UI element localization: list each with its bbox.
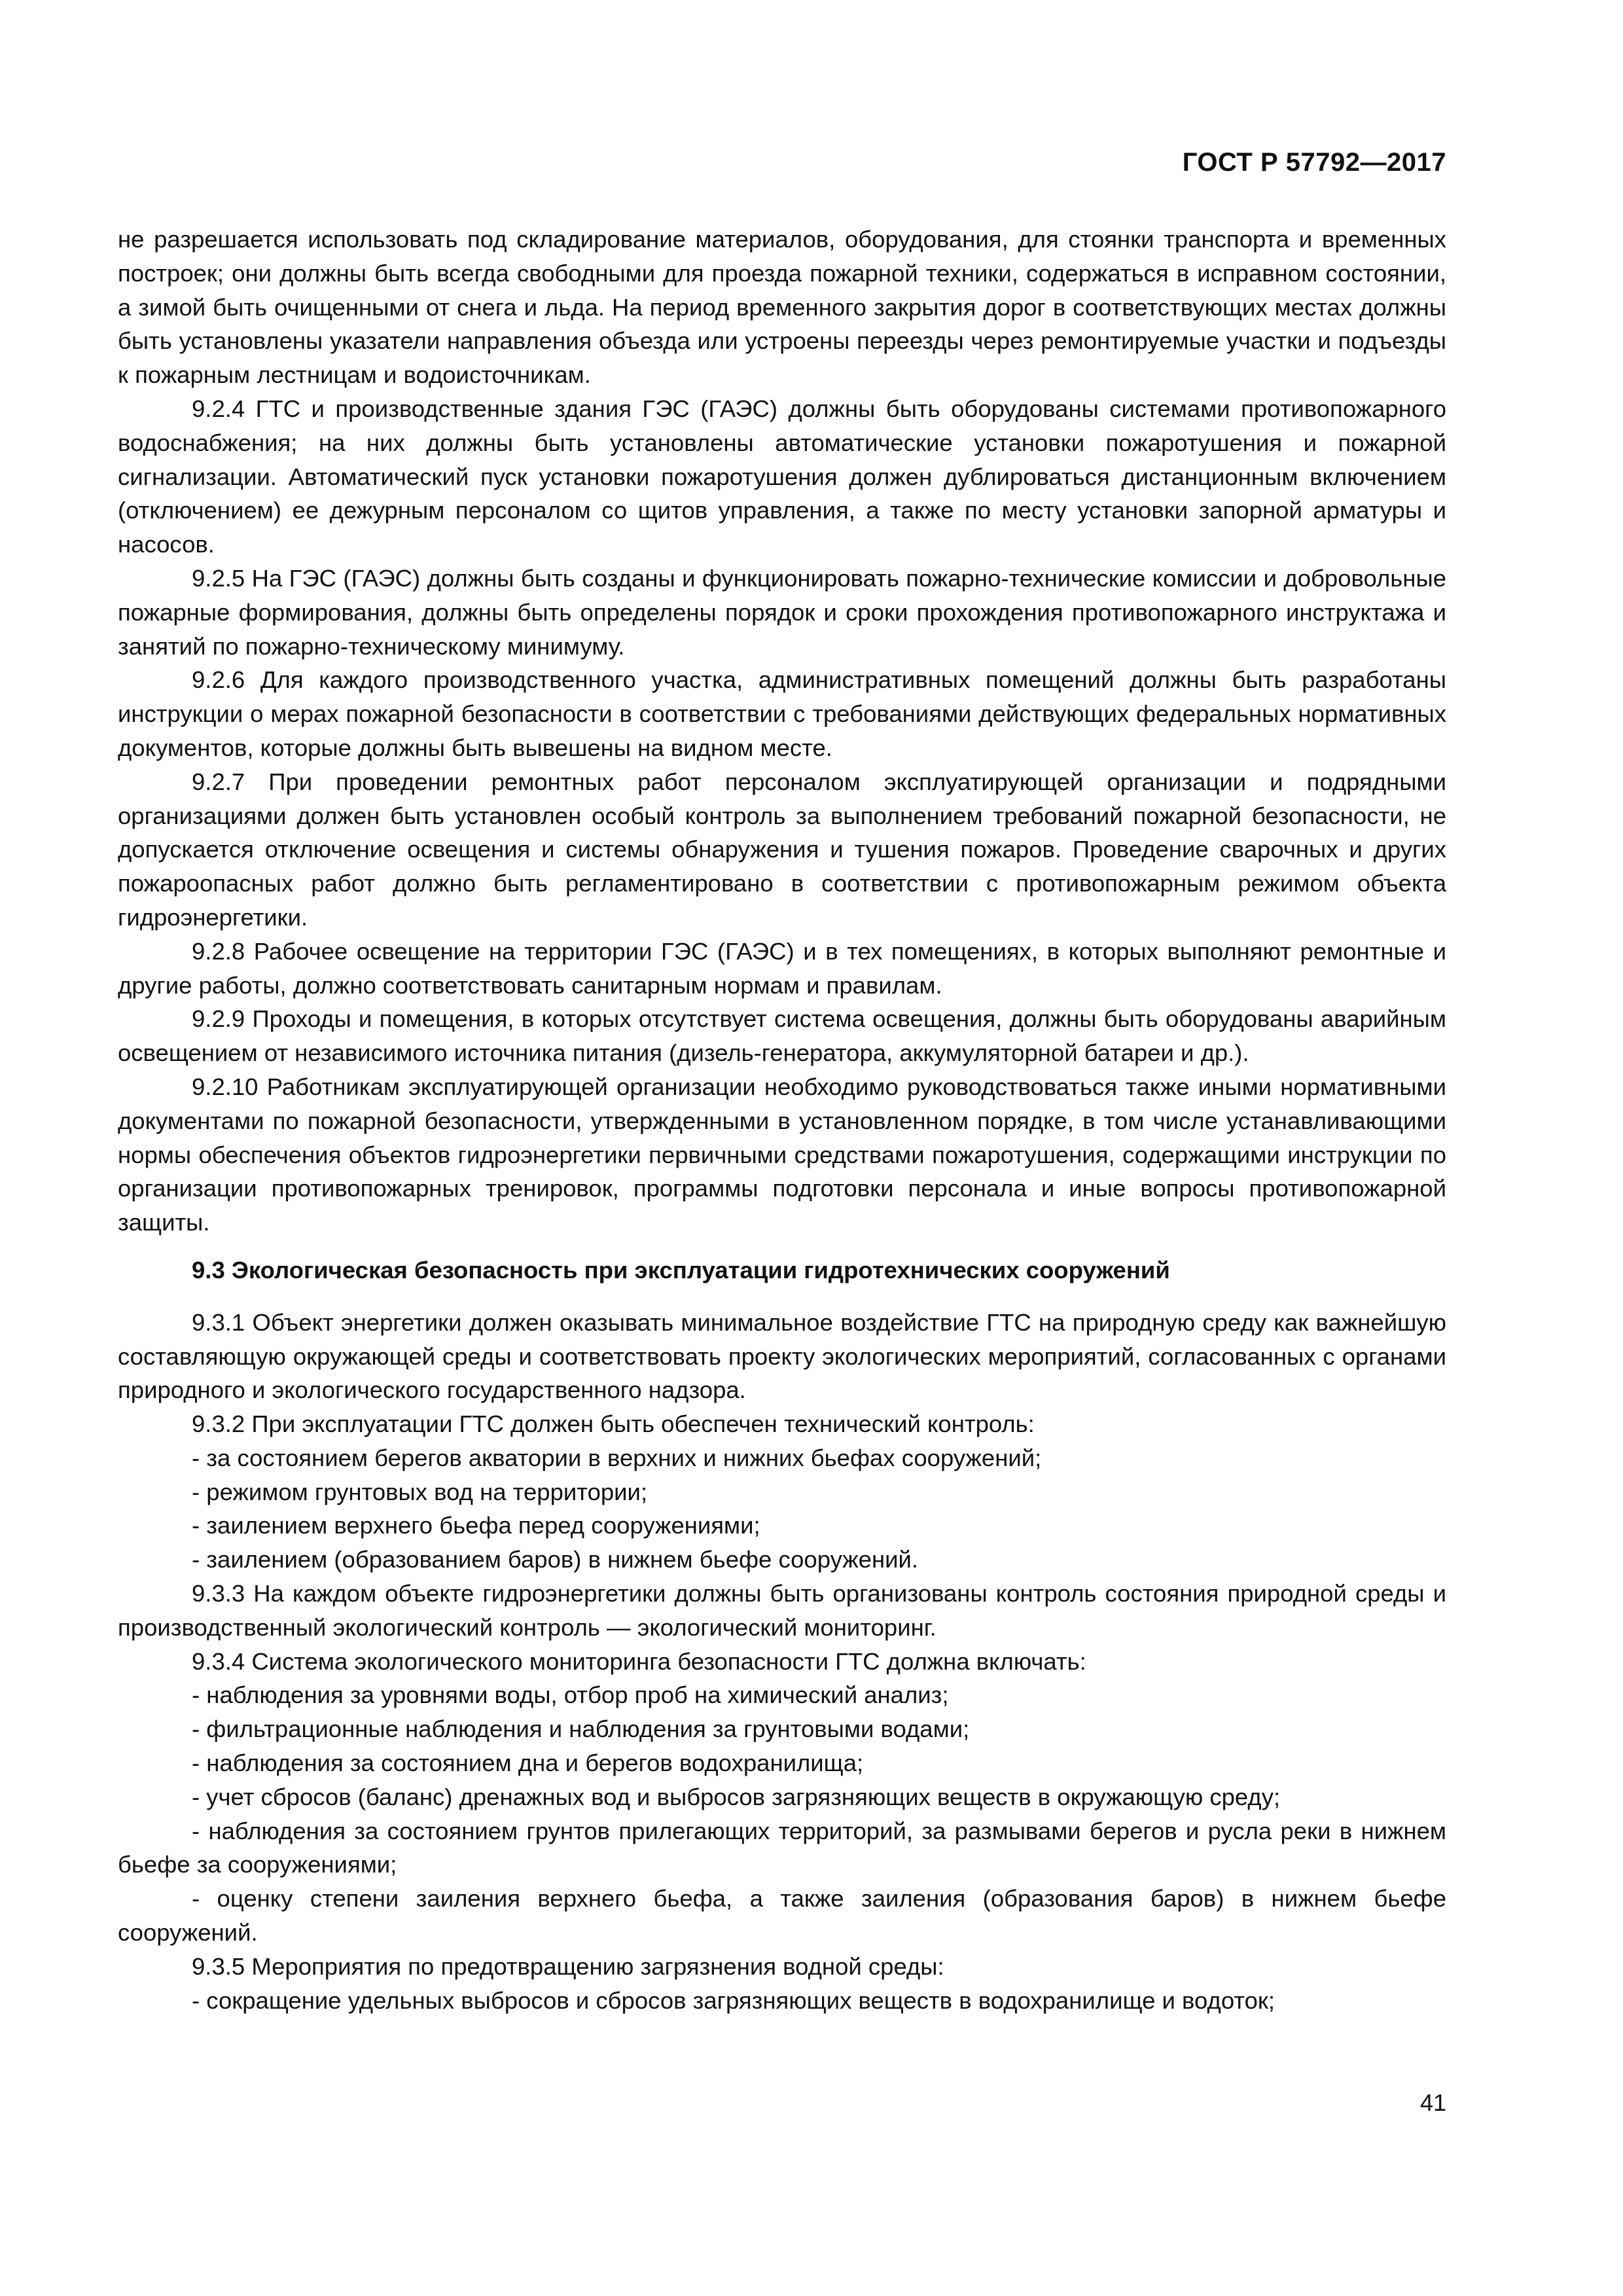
paragraph-continuation: не разрешается использовать под складирование материалов, оборудования, для стоянки транспорта и временных построек; они должны быть всегда свободными для проезда пожарной техники, содержаться в исправном состоянии, а зимой быть очищенными от снега и льда. На период временного закрытия дорог в соответствующих местах должны быть установлены указатели направления объезда или устроены переезды через ремонтируемые участки и подъезды к пожарным лестницам и водоисточникам. — [118, 226, 1446, 389]
list-item: - заилением верхнего бьефа перед сооружениями; — [192, 1512, 760, 1539]
paragraph-9-3-5: 9.3.5 Мероприятия по предотвращению загрязнения водной среды: — [192, 1952, 944, 1980]
list-item: - наблюдения за состоянием грунтов прилегающих территорий, за размывами берегов и русла реки в нижнем бьефе за сооружениями; — [118, 1817, 1446, 1878]
list-item: - режимом грунтовых вод на территории; — [192, 1478, 648, 1505]
paragraph-9-3-3: 9.3.3 На каждом объекте гидроэнергетики должны быть организованы контроль состояния природной среды и производственный экологический контроль — экологический мониторинг. — [118, 1580, 1446, 1641]
list-item: - учет сбросов (баланс) дренажных вод и выбросов загрязняющих веществ в окружающую среду; — [192, 1783, 1281, 1810]
paragraph-9-2-4: 9.2.4 ГТС и производственные здания ГЭС (ГАЭС) должны быть оборудованы системами противопожарного водоснабжения; на них должны быть установлены автоматические установки пожаротушения и пожарной сигнализации. Автоматический пуск установки пожаротушения должен дублироваться дистанционным включением (отключением) ее дежурным персоналом со щитов управления, а также по месту установки запорной арматуры и насосов. — [118, 395, 1446, 558]
paragraph-9-2-9: 9.2.9 Проходы и помещения, в которых отсутствует система освещения, должны быть оборудованы аварийным освещением от независимого источника питания (дизель-генератора, аккумуляторной батареи и др.). — [118, 1005, 1446, 1067]
paragraph-9-2-5: 9.2.5 На ГЭС (ГАЭС) должны быть созданы и функционировать пожарно-технические комиссии и добровольные пожарные формирования, должны быть определены порядок и сроки прохождения противопожарного инструктажа и занятий по пожарно-техническому минимуму. — [118, 564, 1446, 660]
page-number: 41 — [1419, 2089, 1446, 2116]
list-item: - наблюдения за состоянием дна и берегов водохранилища; — [192, 1749, 864, 1777]
paragraph-9-2-8: 9.2.8 Рабочее освещение на территории ГЭС (ГАЭС) и в тех помещениях, в которых выполняют ремонтные и другие работы, должно соответствовать санитарным нормам и правилам. — [118, 937, 1446, 999]
document-designation: ГОСТ Р 57792—2017 — [1182, 148, 1446, 177]
paragraph-9-2-7: 9.2.7 При проведении ремонтных работ персоналом эксплуатирующей организации и подрядными организациями должен быть установлен особый контроль за выполнением требований пожарной безопасности, не допускается отключение освещения и системы обнаружения и тушения пожаров. Проведение сварочных и других пожароопасных работ должно быть регламентировано в соответствии с противопожарным режимом объекта гидроэнергетики. — [118, 768, 1446, 931]
section-heading-9-3: 9.3 Экологическая безопасность при эксплуатации гидротехнических сооружений — [192, 1256, 1170, 1283]
list-item: - оценку степени заиления верхнего бьефа, а также заиления (образования баров) в нижнем бьефе сооружений. — [118, 1885, 1446, 1946]
list-item: - за состоянием берегов акватории в верхних и нижних бьефах сооружений; — [192, 1444, 1042, 1471]
paragraph-9-2-6: 9.2.6 Для каждого производственного участка, административных помещений должны быть разработаны инструкции о мерах пожарной безопасности в соответствии с требованиями действующих федеральных нормативных документов, которые должны быть вывешены на видном месте. — [118, 666, 1446, 761]
paragraph-9-3-4: 9.3.4 Система экологического мониторинга безопасности ГТС должна включать: — [192, 1647, 1086, 1675]
page-body — [118, 223, 1446, 2017]
list-item: - фильтрационные наблюдения и наблюдения за грунтовыми водами; — [192, 1715, 970, 1743]
list-item: - заилением (образованием баров) в нижнем бьефе сооружений. — [192, 1546, 919, 1573]
list-item: - сокращение удельных выбросов и сбросов загрязняющих веществ в водохранилище и водоток; — [192, 1986, 1275, 2014]
list-item: - наблюдения за уровнями воды, отбор проб на химический анализ; — [192, 1681, 949, 1709]
paragraph-9-2-10: 9.2.10 Работникам эксплуатирующей организации необходимо руководствоваться также иными нормативными документами по пожарной безопасности, утвержденными в установленном порядке, в том числе устанавливающими нормы обеспечения объектов гидроэнергетики первичными средствами пожаротушения, содержащими инструкции по организации противопожарных тренировок, программы подготовки персонала и иные вопросы противопожарной защиты. — [118, 1073, 1446, 1236]
paragraph-9-3-2: 9.3.2 При эксплуатации ГТС должен быть обеспечен технический контроль: — [192, 1410, 1035, 1438]
paragraph-9-3-1: 9.3.1 Объект энергетики должен оказывать минимальное воздействие ГТС на природную среду как важнейшую составляющую окружающей среды и соответствовать проекту экологических мероприятий, согласованных с органами природного и экологического государственного надзора. — [118, 1308, 1446, 1404]
